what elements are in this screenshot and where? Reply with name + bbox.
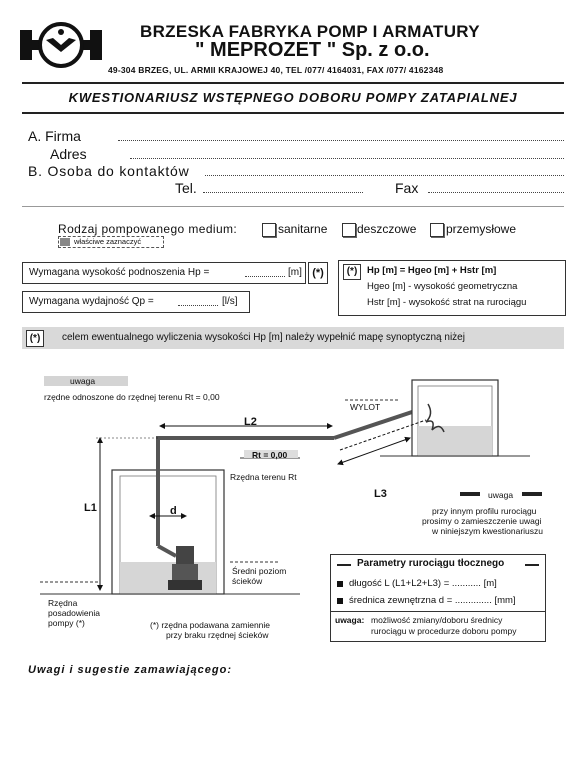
diameter-bullet (337, 598, 343, 604)
uwaga1-text: rzędne odnoszone do rzędnej terenu Rt = 0,00 (44, 392, 220, 402)
adres-field[interactable] (130, 146, 564, 159)
hp-field[interactable] (245, 276, 285, 277)
remarks-label: Uwagi i sugestie zamawiającego: (28, 664, 233, 676)
pipe-note-line1: możliwość zmiany/doboru średnicy (371, 615, 503, 625)
pipe-params-box (330, 554, 546, 642)
rzedna-line2: posadowienia (48, 608, 100, 618)
footnote-line2: przy braku rzędnej ścieków (166, 630, 269, 640)
qp-label: Wymagana wydajność Qp = (29, 296, 154, 307)
divider (22, 206, 564, 207)
company-name: BRZESKA FABRYKA POMP I ARMATURY (140, 22, 480, 41)
hp-star: (*) (308, 262, 328, 284)
l3-label: L3 (374, 488, 387, 500)
przemyslowe-checkbox[interactable] (430, 223, 444, 237)
rt-value: Rt = 0,00 (252, 450, 288, 460)
rzedna-line3: pompy (*) (48, 618, 85, 628)
wylot-label: WYLOT (350, 402, 381, 412)
firma-label: A. Firma (28, 128, 81, 144)
contact-field[interactable] (205, 163, 564, 176)
remarks-area[interactable] (28, 686, 564, 746)
tel-label: Tel. (175, 180, 197, 196)
form-title: KWESTIONARIUSZ WSTĘPNEGO DOBORU POMPY ZATAPIALNEJ (68, 90, 518, 105)
hp-box[interactable] (22, 262, 306, 284)
deszczowe-label: deszczowe (357, 222, 417, 236)
sredni-line1: Średni poziom (232, 566, 287, 576)
notice-text: celem ewentualnego wyliczenia wysokości Hp [m] należy wypełnić mapę synoptyczną niżej (62, 332, 465, 343)
uwaga2-line3: w niniejszym kwestionariuszu (432, 526, 544, 536)
notice-star: (*) (26, 330, 44, 347)
deszczowe-checkbox[interactable] (342, 223, 356, 237)
notice-bar (22, 327, 564, 349)
pipe-length[interactable]: długość L (L1+L2+L3) = ........... [m] (349, 578, 497, 589)
hp-unit: [m] (288, 267, 302, 278)
qp-field[interactable] (178, 305, 218, 306)
length-bullet (337, 581, 343, 587)
formula-star: (*) (343, 264, 361, 280)
title-bar (22, 82, 564, 114)
contact-label: B. Osoba do kontaktów (28, 163, 190, 179)
pipe-note-label: uwaga: (335, 615, 365, 625)
rzedna-line1: Rzędna (48, 598, 78, 608)
firma-field[interactable] (118, 128, 564, 141)
hint-swatch (60, 238, 70, 246)
medium-label: Rodzaj pompowanego medium: (58, 222, 238, 236)
company-brand: " MEPROZET " Sp. z o.o. (195, 39, 430, 61)
uwaga1-label: uwaga (70, 376, 96, 386)
pipe-params-title: Parametry rurociągu tłocznego (357, 558, 505, 569)
przemyslowe-label: przemysłowe (446, 222, 517, 236)
footnote-line1: (*) rzędna podawana zamiennie (150, 620, 271, 630)
adres-label: Adres (50, 146, 87, 162)
d-label: d (170, 505, 177, 517)
qp-unit: [l/s] (222, 296, 238, 307)
fax-field[interactable] (428, 180, 564, 193)
pipe-divider (331, 611, 545, 612)
uwaga2-line2: prosimy o zamieszczenie uwagi (422, 516, 542, 526)
tel-field[interactable] (203, 180, 363, 193)
sanitarne-label: sanitarne (278, 222, 328, 236)
pipe-title-rule-left (337, 564, 351, 566)
formula-text: Hp [m] = Hgeo [m] + Hstr [m] (367, 265, 497, 276)
uwaga2-line1: przy innym profilu rurociągu (432, 506, 537, 516)
uwaga2-label: uwaga (488, 490, 514, 500)
hstr-text: Hstr [m] - wysokość strat na rurociągu (367, 297, 527, 308)
hgeo-text: Hgeo [m] - wysokość geometryczna (367, 281, 518, 292)
medium-hint-box (58, 236, 164, 248)
sanitarne-checkbox[interactable] (262, 223, 276, 237)
company-address: 49-304 BRZEG, UL. ARMII KRAJOWEJ 40, TEL /077/ 4164031, FAX /077/ 4162348 (108, 65, 444, 75)
rt-label: Rzędna terenu Rt (230, 472, 297, 482)
fax-label: Fax (395, 180, 419, 196)
pipe-diameter[interactable]: średnica zewnętrzna d = .............. [mm] (349, 595, 516, 606)
company-logo (20, 22, 102, 68)
pipe-note-line2: rurociągu w procedurze doboru pompy (371, 626, 517, 636)
pipe-title-rule-right (525, 564, 539, 566)
hp-label: Wymagana wysokość podnoszenia Hp = (29, 267, 210, 278)
l1-label: L1 (84, 502, 97, 514)
l2-label: L2 (244, 416, 257, 428)
qp-box[interactable] (22, 291, 250, 313)
sredni-line2: ścieków (232, 576, 263, 586)
medium-hint: właściwe zaznaczyć (74, 237, 142, 246)
formula-box (338, 260, 566, 316)
